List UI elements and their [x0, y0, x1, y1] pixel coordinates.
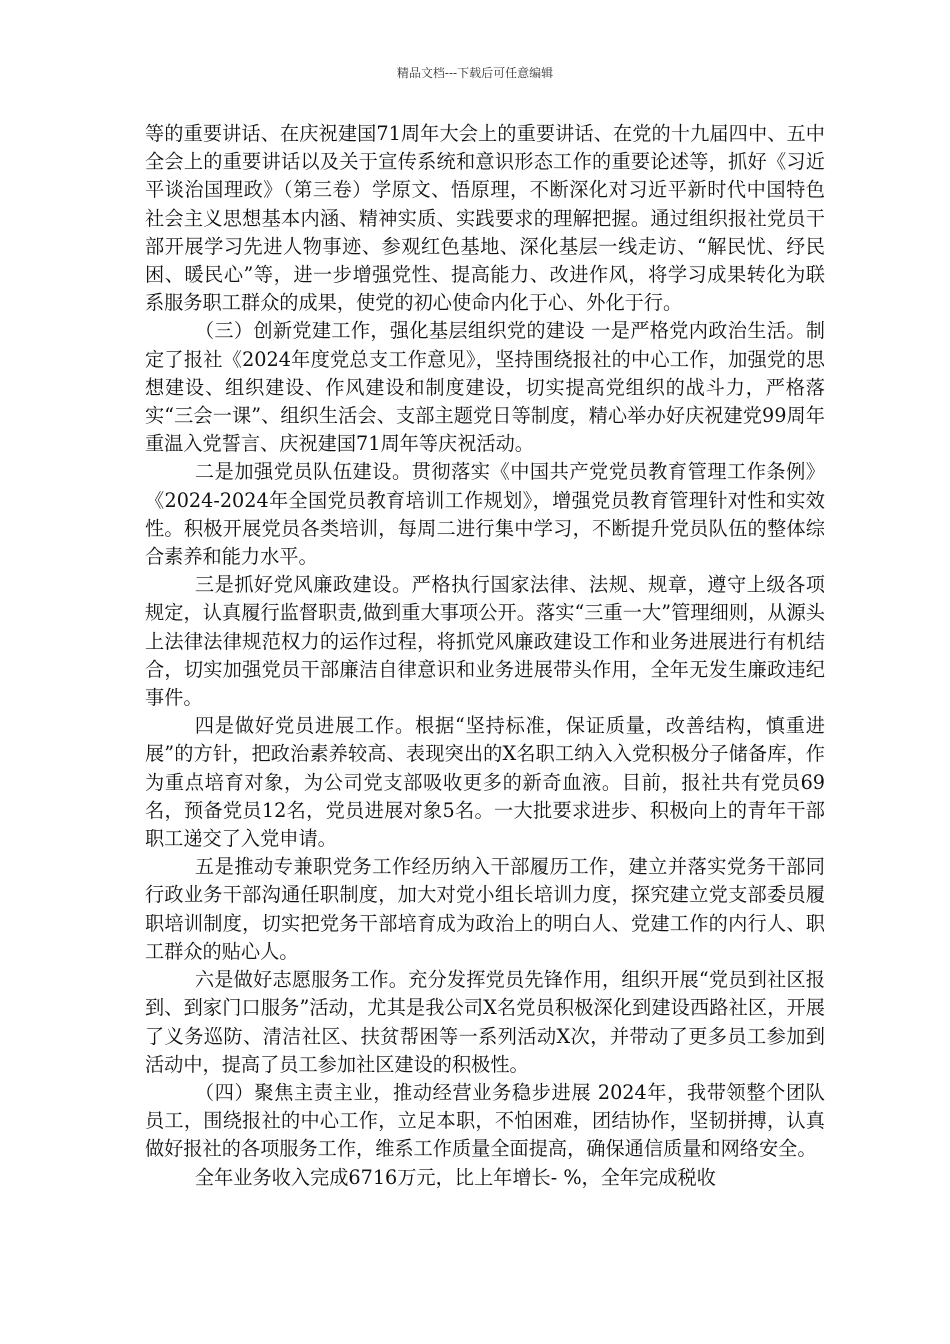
paragraph-5: 四是做好党员进展工作。根据“坚持标准，保证质量，改善结构，慎重进展”的方针，把政治素养较高、表现突出的X名职工纳入入党积极分子储备库，作为重点培育对象，为公司党支部吸收更多的新奇血液。目前，报社共有党员69名，预备党员12名，党员进展对象5名。一大批要求进步、积极向上的青年干部职工递交了入党申请。	[145, 714, 825, 851]
page-header: 精品文档---下载后可任意编辑	[396, 66, 554, 80]
paragraph-7: 六是做好志愿服务工作。充分发挥党员先锋作用，组织开展“党员到社区报到、到家门口服务”活动，尤其是我公司X名党员积极深化到建设西路社区，开展了义务巡防、清洁社区、扶贫帮困等一系列活动X次，并带动了更多员工参加到活动中，提高了员工参加社区建设的积极性。	[145, 968, 825, 1076]
paragraph-9: 全年业务收入完成6716万元，比上年增长- %，全年完成税收	[194, 1165, 716, 1189]
document-body	[145, 120, 825, 1192]
paragraph-4: 三是抓好党风廉政建设。严格执行国家法律、法规、规章，遵守上级各项规定，认真履行监督职责,做到重大事项公开。落实“三重一大”管理细则，从源头上法律法律规范权力的运作过程，将抓党风廉政建设工作和业务进展进行有机结合，切实加强党员干部廉洁自律意识和业务进展带头作用，全年无发生廉政违纪事件。	[145, 573, 825, 710]
paragraph-8: （四）聚焦主责主业，推动经营业务稳步进展 2024年，我带领整个团队员工，围绕报社的中心工作，立足本职，不怕困难，团结协作，坚韧拼搏，认真做好报社的各项服务工作，维系工作质量全面提高，确保通信质量和网络安全。	[145, 1080, 825, 1161]
paragraph-6: 五是推动专兼职党务工作经历纳入干部履历工作，建立并落实党务干部同行政业务干部沟通任职制度，加大对党小组长培训力度，探究建立党支部委员履职培训制度，切实把党务干部培育成为政治上的明白人、党建工作的内行人、职工群众的贴心人。	[145, 855, 825, 963]
paragraph-1: 等的重要讲话、在庆祝建国71周年大会上的重要讲话、在党的十九届四中、五中全会上的重要讲话以及关于宣传系统和意识形态工作的重要论述等，抓好《习近平谈治国理政》（第三卷）学原文、悟原理，不断深化对习近平新时代中国特色社会主义思想基本内涵、精神实质、实践要求的理解把握。通过组织报社党员干部开展学习先进人物事迹、参观红色基地、深化基层一线走访、“解民忧、纾民困、暖民心”等，进一步增强党性、提高能力、改进作风，将学习成果转化为联系服务职工群众的成果，使党的初心使命内化于心、外化于行。	[145, 122, 825, 315]
paragraph-2: （三）创新党建工作，强化基层组织党的建设 一是严格党内政治生活。制定了报社《2024年度党总支工作意见》，坚持围绕报社的中心工作，加强党的思想建设、组织建设、作风建设和制度建设，切实提高党组织的战斗力，严格落实“三会一课”、组织生活会、支部主题党日等制度，精心举办好庆祝建党99周年重温入党誓言、庆祝建国71周年等庆祝活动。	[145, 319, 825, 456]
paragraph-3: 二是加强党员队伍建设。贯彻落实《中国共产党党员教育管理工作条例》《2024-2024年全国党员教育培训工作规划》，增强党员教育管理针对性和实效性。积极开展党员各类培训，每周二进行集中学习，不断提升党员队伍的整体综合素养和能力水平。	[145, 460, 825, 569]
